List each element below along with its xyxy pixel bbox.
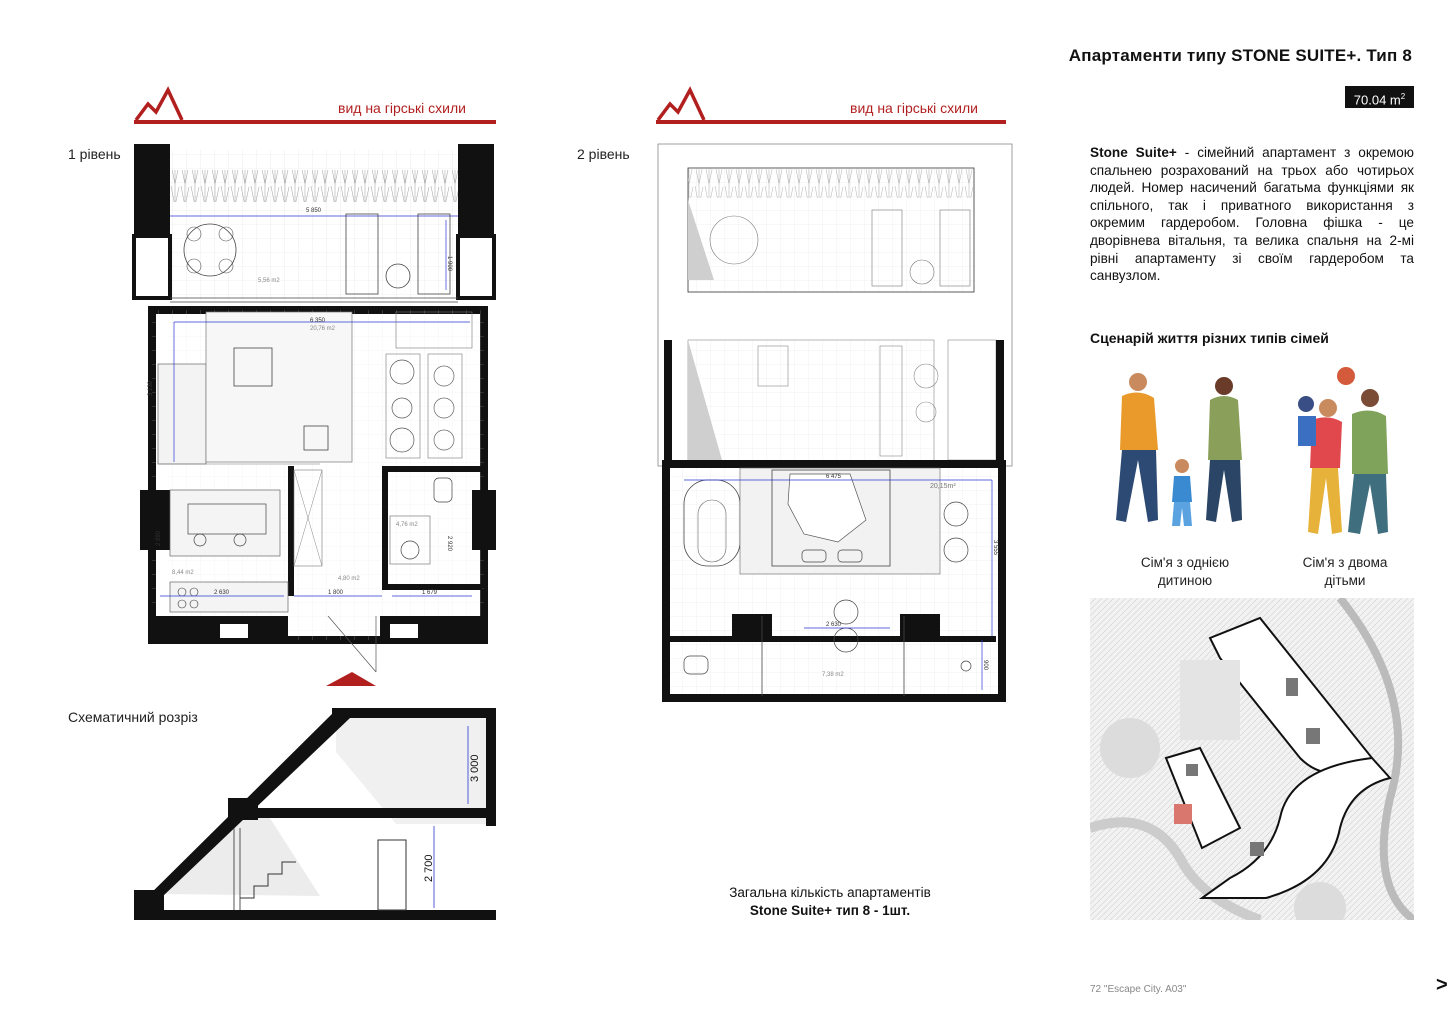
next-arrow-icon[interactable]: > xyxy=(1436,974,1448,996)
area-badge xyxy=(1345,86,1414,108)
description xyxy=(1090,144,1414,285)
site-plan-map xyxy=(1090,598,1414,920)
living-area: 20,76 m2 xyxy=(310,326,336,332)
total-line-1: Загальна кількість апартаментів xyxy=(729,885,931,900)
level-2-label: 2 рівень xyxy=(577,146,630,162)
family2-line1: Сім'я з двома xyxy=(1302,555,1388,570)
dim-hall-width: 1 800 xyxy=(328,590,344,596)
dim-kitchen-width: 2 630 xyxy=(214,590,230,596)
family-two-children-illustration xyxy=(1276,364,1416,540)
plan1-view-label: вид на гірські схили xyxy=(338,100,466,116)
family-one-child-caption xyxy=(1110,554,1260,590)
dim-terrace-height: 1 900 xyxy=(446,256,452,272)
bath2-area: 7,38 m2 xyxy=(822,672,844,678)
dim-living-height: 3 130 xyxy=(148,380,154,396)
level-1-label: 1 рівень xyxy=(68,146,121,162)
description-text: - сімейний апартамент з окремою спальнею розрахований на трьох або чотирьох людей. Номер насичений багатьма функціями як спільного, так і приватного використання з окремим гардеробом. Головна фішка - це дворівнева вітальня, та велика спальня на 2-мі рівні апартаменту зі своїм гардеробом та санвузлом. xyxy=(1090,145,1414,284)
family-two-children-caption xyxy=(1270,554,1420,590)
dim-bath-height: 2 920 xyxy=(446,536,452,552)
dim-terrace-width: 5 850 xyxy=(306,208,322,214)
floor-plan-level-1 xyxy=(130,140,510,690)
dim-kitchen-height: 2 990 xyxy=(156,530,162,546)
page-footer: 72 "Escape City. A03" xyxy=(1090,984,1187,995)
section-height-bottom: 2 700 xyxy=(423,854,435,882)
dim-bath-width: 1 679 xyxy=(422,590,438,596)
bedroom-area: 20,15m² xyxy=(930,483,956,490)
family-one-child-illustration xyxy=(1096,370,1266,540)
dim-bedroom-height: 3 555 xyxy=(992,540,998,556)
description-lead: Stone Suite+ xyxy=(1090,145,1177,160)
area-value: 70.04 m xyxy=(1353,92,1401,108)
dim-living-width: 6 350 xyxy=(310,318,326,324)
family2-line2: дітьми xyxy=(1324,573,1366,588)
kitchen-area: 8,44 m2 xyxy=(172,570,194,576)
dim-small-height: 900 xyxy=(982,660,988,671)
bath-area: 4,76 m2 xyxy=(396,522,418,528)
total-line-2: Stone Suite+ тип 8 - 1шт. xyxy=(749,903,911,918)
terrace-area: 5,56 m2 xyxy=(258,278,280,284)
family1-line1: Сім'я з однією xyxy=(1140,555,1230,570)
schematic-section xyxy=(130,700,500,924)
scenarios-title: Сценарій життя різних типів сімей xyxy=(1090,330,1329,346)
family1-line2: дитиною xyxy=(1157,573,1213,588)
dim-bedroom-width: 6 475 xyxy=(826,474,842,480)
area-unit-sup: 2 xyxy=(1400,92,1406,101)
total-count xyxy=(660,884,1000,920)
hall-area: 4,80 m2 xyxy=(338,576,360,582)
plan2-view-label: вид на гірські схили xyxy=(850,100,978,116)
floor-plan-level-2 xyxy=(654,140,1020,706)
dim-bath2-width: 2 630 xyxy=(826,622,842,628)
page-title: Апартаменти типу STONE SUITE+. Тип 8 xyxy=(1068,46,1412,65)
section-label: Схематичний розріз xyxy=(68,709,198,725)
section-height-top: 3 000 xyxy=(469,754,481,782)
